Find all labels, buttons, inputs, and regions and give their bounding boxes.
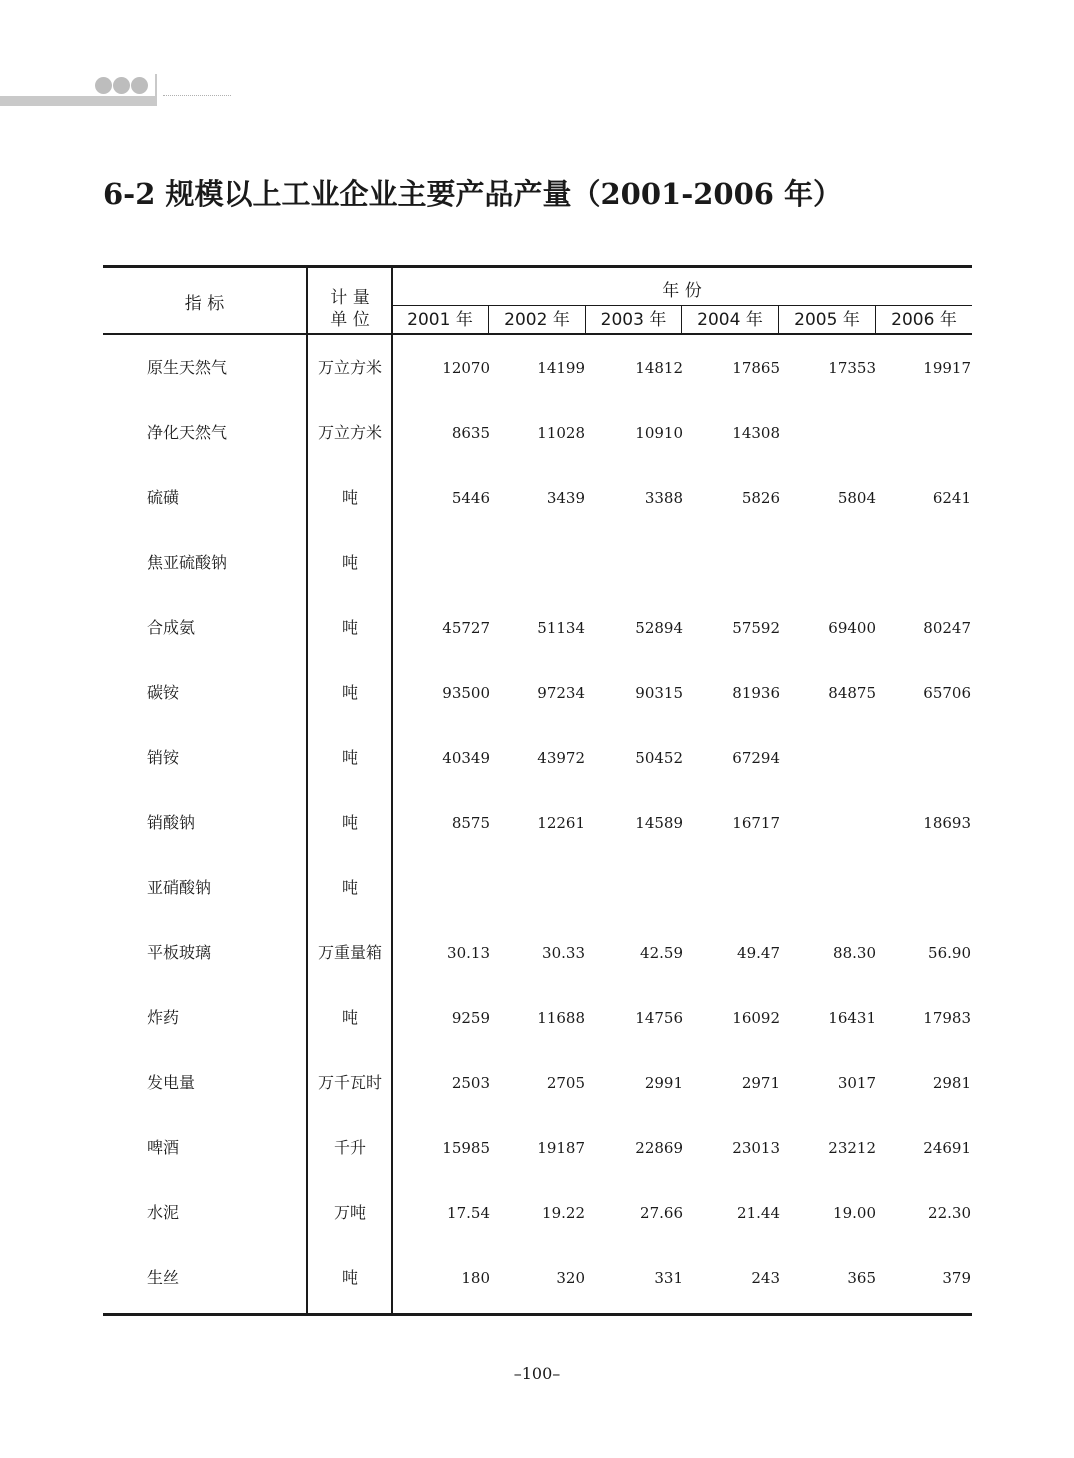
table-bottom-rule (103, 1313, 972, 1316)
row-unit: 万千瓦时 (317, 1073, 382, 1092)
row-value: 57592 (732, 619, 780, 637)
row-value: 8575 (451, 814, 490, 832)
row-unit: 吨 (341, 748, 358, 767)
row-value: 67294 (732, 749, 780, 767)
header-indicator: 指 标 (184, 294, 225, 314)
header-year: 2003 年 (600, 310, 667, 330)
row-value: 30.13 (447, 944, 490, 962)
row-indicator: 水泥 (147, 1203, 180, 1222)
table-row (0, 1201, 1074, 1225)
header-year: 2005 年 (794, 310, 860, 330)
table-row (0, 1006, 1074, 1030)
row-indicator: 生丝 (147, 1268, 180, 1287)
row-unit: 万吨 (333, 1203, 366, 1222)
header-divider (155, 74, 157, 106)
row-value: 15985 (442, 1139, 490, 1157)
row-value: 51134 (537, 619, 585, 637)
row-value: 17865 (732, 359, 780, 377)
table-row (0, 876, 1074, 900)
row-value: 14756 (635, 1009, 683, 1027)
row-value: 3388 (644, 489, 683, 507)
row-unit: 吨 (341, 1008, 358, 1027)
row-value: 10910 (635, 424, 683, 442)
row-value: 12261 (537, 814, 585, 832)
row-value: 97234 (537, 684, 585, 702)
row-indicator: 亚硝酸钠 (147, 878, 212, 897)
row-value: 49.47 (737, 944, 780, 962)
row-value: 65706 (923, 684, 971, 702)
row-value: 19917 (923, 359, 971, 377)
header-dot-icon (113, 77, 130, 94)
row-value: 14589 (635, 814, 683, 832)
row-value: 45727 (442, 619, 490, 637)
row-unit: 吨 (341, 683, 358, 702)
table-row (0, 941, 1074, 965)
row-value: 11028 (537, 424, 585, 442)
row-value: 81936 (732, 684, 780, 702)
row-value: 3439 (546, 489, 585, 507)
row-value: 90315 (635, 684, 683, 702)
row-value: 27.66 (640, 1204, 683, 1222)
row-value: 320 (556, 1269, 585, 1287)
row-value: 84875 (828, 684, 876, 702)
row-indicator: 硫磺 (147, 488, 180, 507)
row-value: 23212 (828, 1139, 876, 1157)
row-unit: 吨 (341, 488, 358, 507)
row-unit: 万重量箱 (317, 943, 382, 962)
row-value: 379 (942, 1269, 971, 1287)
table-header-rule (103, 333, 972, 335)
row-value: 5826 (741, 489, 780, 507)
row-value: 52894 (635, 619, 683, 637)
row-value: 12070 (442, 359, 490, 377)
row-value: 56.90 (928, 944, 971, 962)
row-value: 180 (461, 1269, 490, 1287)
table-row (0, 1136, 1074, 1160)
row-unit: 吨 (341, 618, 358, 637)
row-unit: 吨 (341, 813, 358, 832)
row-value: 23013 (732, 1139, 780, 1157)
row-value: 8635 (451, 424, 490, 442)
row-indicator: 原生天然气 (147, 358, 228, 377)
header-year: 2006 年 (891, 310, 957, 330)
row-value: 16092 (732, 1009, 780, 1027)
page-number: –100– (513, 1364, 561, 1383)
row-value: 3017 (837, 1074, 876, 1092)
row-indicator: 焦亚硫酸钠 (147, 553, 228, 572)
table-row (0, 811, 1074, 835)
row-value: 42.59 (640, 944, 683, 962)
header-year: 2002 年 (504, 310, 570, 330)
row-value: 17983 (923, 1009, 971, 1027)
row-value: 2981 (932, 1074, 971, 1092)
row-value: 80247 (923, 619, 971, 637)
row-indicator: 销铵 (147, 748, 180, 767)
row-indicator: 啤酒 (147, 1138, 180, 1157)
row-value: 17.54 (447, 1204, 490, 1222)
table-row (0, 681, 1074, 705)
row-value: 93500 (442, 684, 490, 702)
row-unit: 万立方米 (317, 358, 382, 377)
row-value: 5446 (451, 489, 490, 507)
row-value: 40349 (442, 749, 490, 767)
row-value: 6241 (932, 489, 971, 507)
row-value: 14308 (732, 424, 780, 442)
row-value: 2991 (644, 1074, 683, 1092)
header-unit-line2: 单 位 (330, 310, 370, 330)
row-indicator: 炸药 (147, 1008, 180, 1027)
row-value: 5804 (837, 489, 876, 507)
table-row (0, 356, 1074, 380)
row-value: 14199 (537, 359, 585, 377)
header-unit-line1: 计 量 (330, 288, 370, 308)
table-row (0, 616, 1074, 640)
table-top-rule (103, 265, 972, 268)
table-row (0, 551, 1074, 575)
year-group-rule (392, 305, 972, 306)
row-indicator: 碳铵 (147, 683, 180, 702)
row-indicator: 发电量 (147, 1073, 196, 1092)
row-value: 18693 (923, 814, 971, 832)
row-value: 2971 (741, 1074, 780, 1092)
row-value: 19.00 (833, 1204, 876, 1222)
row-value: 11688 (537, 1009, 585, 1027)
row-value: 365 (847, 1269, 876, 1287)
row-value: 24691 (923, 1139, 971, 1157)
row-value: 243 (751, 1269, 780, 1287)
row-value: 2503 (451, 1074, 490, 1092)
row-value: 19.22 (542, 1204, 585, 1222)
row-value: 88.30 (833, 944, 876, 962)
row-unit: 万立方米 (317, 423, 382, 442)
row-unit: 吨 (341, 553, 358, 572)
row-value: 43972 (537, 749, 585, 767)
header-dot-icon (131, 77, 148, 94)
row-value: 50452 (635, 749, 683, 767)
row-value: 331 (654, 1269, 683, 1287)
row-value: 16717 (732, 814, 780, 832)
header-decor-bar (0, 96, 156, 106)
header-dot-icon (95, 77, 112, 94)
row-unit: 千升 (333, 1138, 366, 1157)
page-title: 6-2 规模以上工业企业主要产品产量（2001-2006 年） (103, 177, 843, 211)
header-year: 2001 年 (407, 310, 473, 330)
row-indicator: 平板玻璃 (147, 943, 212, 962)
header-dotted-rule (163, 95, 231, 96)
row-value: 22869 (635, 1139, 683, 1157)
row-value: 17353 (828, 359, 876, 377)
header-year-group: 年 份 (662, 281, 702, 301)
row-value: 9259 (451, 1009, 490, 1027)
row-indicator: 净化天然气 (147, 423, 228, 442)
row-value: 22.30 (928, 1204, 971, 1222)
table-row (0, 486, 1074, 510)
table-row (0, 746, 1074, 770)
row-value: 14812 (635, 359, 683, 377)
row-value: 30.33 (542, 944, 585, 962)
row-unit: 吨 (341, 1268, 358, 1287)
header-year: 2004 年 (697, 310, 763, 330)
row-unit: 吨 (341, 878, 358, 897)
row-value: 2705 (546, 1074, 585, 1092)
row-value: 21.44 (737, 1204, 780, 1222)
row-value: 19187 (537, 1139, 585, 1157)
row-value: 69400 (828, 619, 876, 637)
row-indicator: 销酸钠 (147, 813, 196, 832)
table-row (0, 1071, 1074, 1095)
row-value: 16431 (828, 1009, 876, 1027)
table-row (0, 421, 1074, 445)
table-row (0, 1266, 1074, 1290)
row-indicator: 合成氨 (147, 618, 196, 637)
